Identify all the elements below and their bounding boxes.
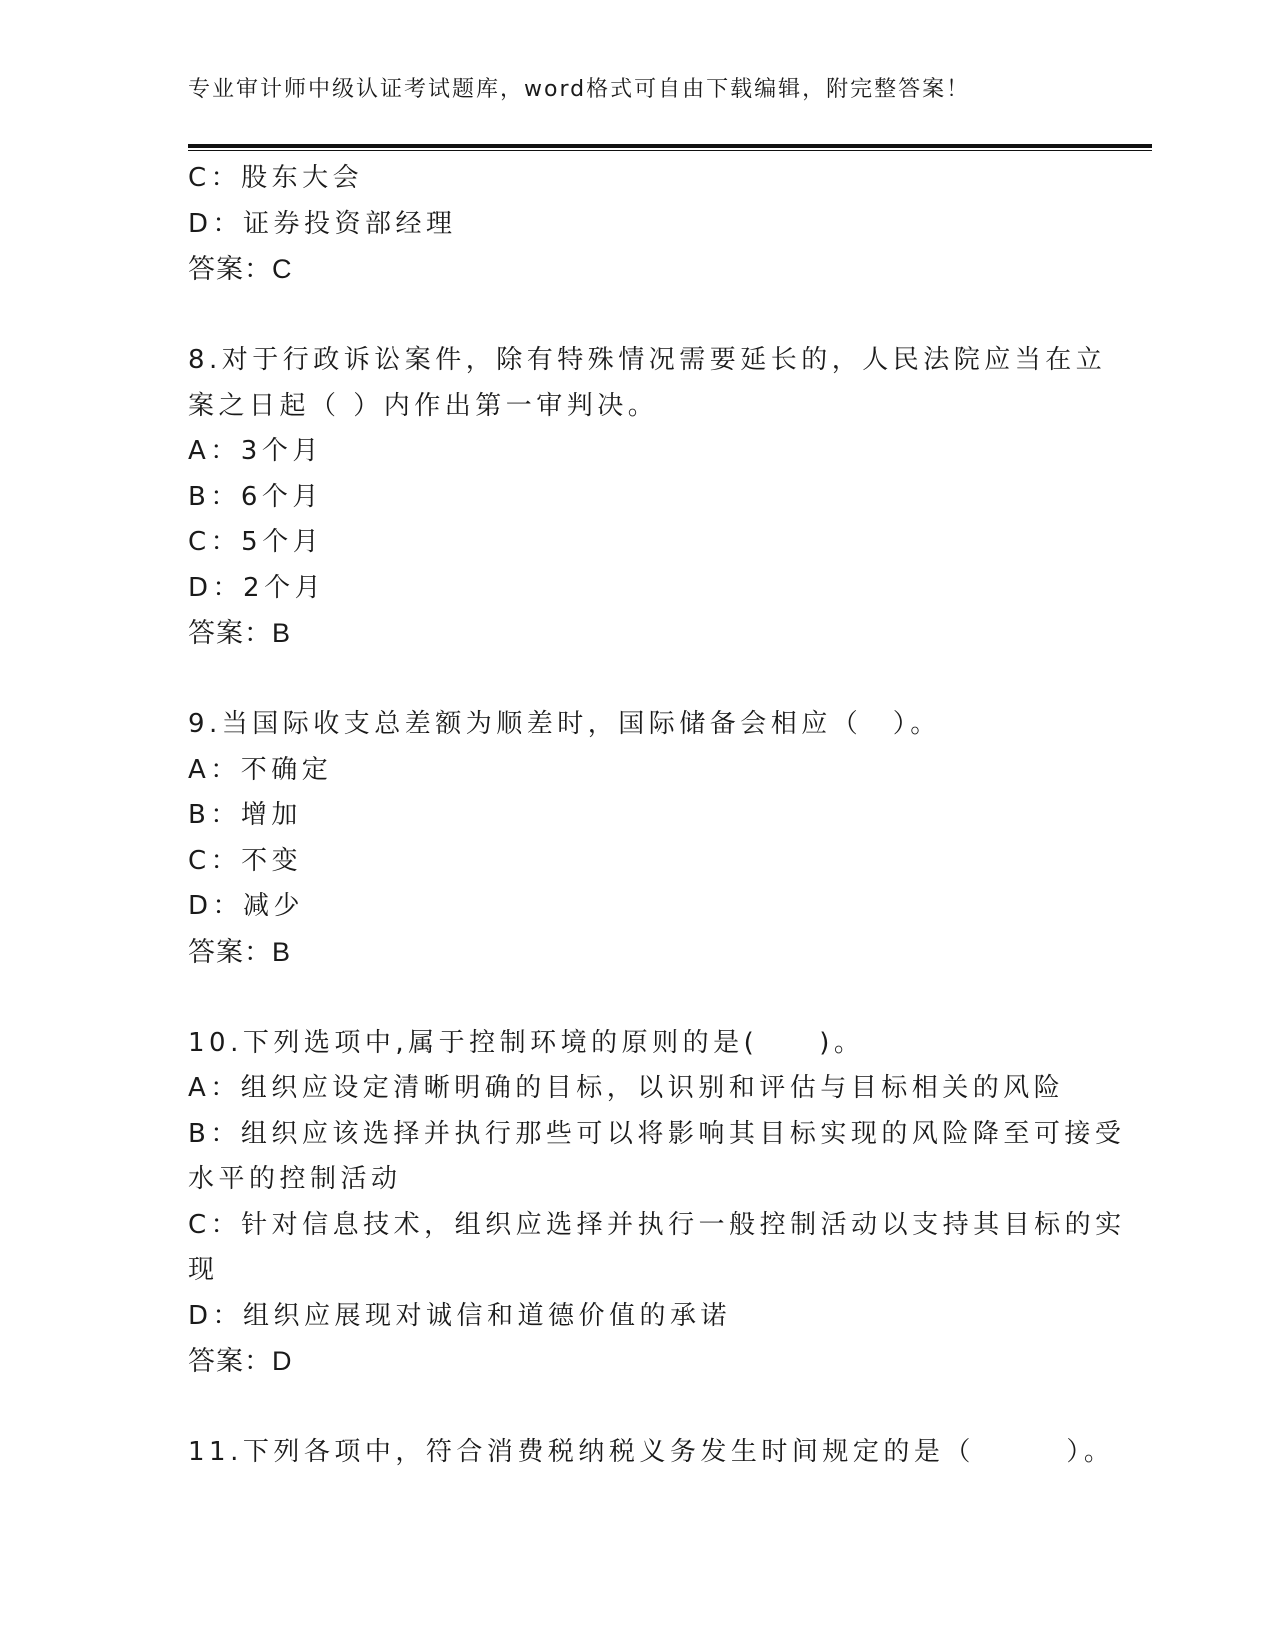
q10-option-b-line1: B：组织应该选择并执行那些可以将影响其目标实现的风险降至可接受 bbox=[188, 1118, 1126, 1149]
page-header: 专业审计师中级认证考试题库，word格式可自由下载编辑，附完整答案！ bbox=[188, 77, 971, 102]
q11-question: 11.下列各项中，符合消费税纳税义务发生时间规定的是（ ）。 bbox=[188, 1437, 1115, 1467]
spacer bbox=[188, 657, 1088, 703]
q9-option-a: A：不确定 bbox=[188, 754, 333, 785]
q8-option-d: D：2个月 bbox=[188, 572, 326, 603]
q10-answer: 答案：D bbox=[188, 1346, 293, 1376]
q9-answer: 答案：B bbox=[188, 936, 292, 967]
header-rule-thick bbox=[188, 144, 1152, 148]
spacer bbox=[188, 1385, 1088, 1431]
q9-option-b: B：增加 bbox=[188, 800, 302, 830]
q9-question: 9.当国际收支总差额为顺差时，国际储备会相应（ ）。 bbox=[188, 709, 941, 739]
spacer bbox=[188, 975, 1088, 1021]
q8-question-line1: 8.对于行政诉讼案件，除有特殊情况需要延长的，人民法院应当在立 bbox=[188, 345, 1107, 375]
q10-option-a: A：组织应设定清晰明确的目标，以识别和评估与目标相关的风险 bbox=[188, 1073, 1065, 1103]
q10-option-c-line2: 现 bbox=[188, 1255, 219, 1285]
q10-option-b-line2: 水平的控制活动 bbox=[188, 1164, 402, 1194]
spacer bbox=[188, 293, 1088, 339]
header-rule-thin bbox=[188, 150, 1152, 151]
q7-option-c: C：股东大会 bbox=[188, 163, 364, 193]
q8-answer: 答案：B bbox=[188, 618, 292, 648]
q10-option-d: D：组织应展现对诚信和道德价值的承诺 bbox=[188, 1300, 732, 1331]
q9-option-d: D：减少 bbox=[188, 891, 305, 921]
q10-option-c-line1: C：针对信息技术，组织应选择并执行一般控制活动以支持其目标的实 bbox=[188, 1209, 1126, 1240]
q7-option-d: D：证券投资部经理 bbox=[188, 208, 457, 239]
q8-option-c: C：5个月 bbox=[188, 527, 324, 557]
q8-question-line2: 案之日起（ ）内作出第一审判决。 bbox=[188, 390, 659, 421]
q8-option-a: A：3个月 bbox=[188, 436, 323, 466]
q8-option-b: B：6个月 bbox=[188, 481, 323, 512]
q10-question: 10.下列选项中,属于控制环境的原则的是( )。 bbox=[188, 1027, 865, 1058]
q9-option-c: C：不变 bbox=[188, 845, 303, 876]
q7-answer: 答案：C bbox=[188, 254, 293, 284]
question-content bbox=[188, 156, 1126, 1476]
